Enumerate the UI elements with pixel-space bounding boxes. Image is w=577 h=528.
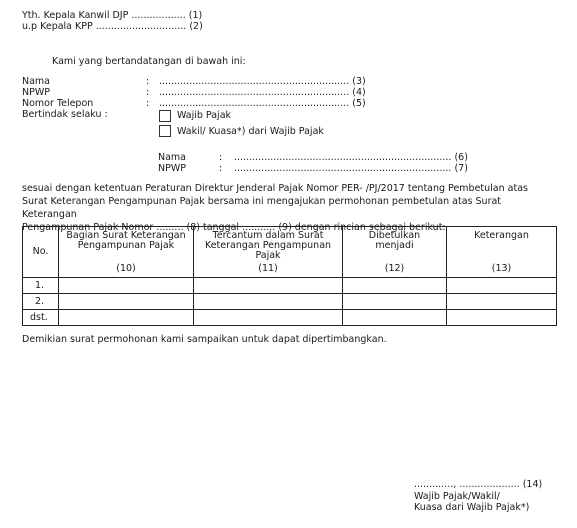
subfield-colon: : — [219, 152, 223, 163]
table-cell[interactable] — [447, 278, 557, 294]
field-label-npwp: NPWP — [22, 87, 50, 98]
subfield-value-npwp[interactable]: ........................................................................ (7) — [234, 163, 468, 174]
row-number: dst. — [23, 310, 59, 326]
subfield-value-nama[interactable]: ........................................................................ (6) — [234, 152, 468, 163]
table-cell[interactable] — [343, 294, 447, 310]
table-row — [23, 310, 557, 326]
row-number: 2. — [23, 294, 59, 310]
option-wakil-kuasa-label: Wakil/ Kuasa*) dari Wajib Pajak — [177, 126, 324, 137]
subfield-label-nama: Nama — [158, 152, 187, 163]
acting-as-label: Bertindak selaku : — [22, 109, 108, 120]
option-wajib-pajak-label: Wajib Pajak — [177, 110, 232, 121]
table-cell[interactable] — [59, 278, 194, 294]
table-cell[interactable] — [194, 310, 343, 326]
subfield-label-npwp: NPWP — [158, 163, 186, 174]
field-colon: : — [146, 87, 150, 98]
field-value-phone[interactable]: ............................................................... (5) — [159, 98, 366, 109]
col-header-dibetulkan: Dibetulkan menjadi (12) — [343, 227, 447, 278]
table-cell[interactable] — [343, 278, 447, 294]
col-header-tercantum: Tercantum dalam Surat Keterangan Pengampunan Pajak (11) — [194, 227, 343, 278]
intro-text: Kami yang bertandatangan di bawah ini: — [52, 56, 246, 67]
table-cell[interactable] — [194, 278, 343, 294]
col-code: (12) — [384, 263, 405, 274]
closing-text: Demikian surat permohonan kami sampaikan untuk dapat dipertimbangkan. — [22, 334, 387, 345]
col-code: (10) — [116, 263, 136, 274]
table-cell[interactable] — [447, 310, 557, 326]
field-label-nama: Nama — [22, 76, 51, 87]
paragraph-line: sesuai dengan ketentuan Peraturan Direktur Jenderal Pajak Nomor PER- /PJ/2017 tentang Pembetulan atas — [22, 183, 528, 194]
table-cell[interactable] — [59, 310, 194, 326]
field-value-nama[interactable]: ............................................................... (3) — [159, 76, 366, 87]
attention-line: u.p Kepala KPP .............................. (2) — [22, 21, 203, 32]
table-cell[interactable] — [194, 294, 343, 310]
subfield-colon: : — [219, 163, 223, 174]
paragraph-line: Pengampunan Pajak Nomor ......... (8) tanggal ........... (9) dengan rincian sebagai berikut: — [22, 222, 446, 233]
table-cell[interactable] — [343, 310, 447, 326]
table-cell[interactable] — [59, 294, 194, 310]
signature-place-date[interactable]: ............., .................... (14) — [414, 479, 543, 490]
table-row — [23, 294, 557, 310]
correction-table — [22, 226, 557, 326]
field-value-npwp[interactable]: ............................................................... (4) — [159, 87, 366, 98]
signature-role-line2: Kuasa dari Wajib Pajak*) — [414, 502, 530, 513]
field-colon: : — [146, 76, 150, 87]
col-code: (13) — [491, 263, 512, 274]
checkbox-wajib-pajak[interactable] — [159, 110, 171, 122]
paragraph-line: Surat Keterangan Pengampunan Pajak bersama ini mengajukan permohonan pembetulan atas Surat Keterangan — [22, 196, 502, 220]
table-header-row — [23, 227, 557, 278]
col-header-bagian: Bagian Surat Keterangan Pengampunan Pajak (10) — [59, 227, 194, 278]
table-cell[interactable] — [447, 294, 557, 310]
row-number: 1. — [23, 278, 59, 294]
col-header-keterangan: Keterangan (13) — [447, 227, 557, 278]
checkbox-wakil-kuasa[interactable] — [159, 125, 171, 137]
table-row — [23, 278, 557, 294]
signature-role-line1: Wajib Pajak/Wakil/ — [414, 491, 500, 502]
field-label-phone: Nomor Telepon — [22, 98, 94, 109]
col-code: (11) — [258, 263, 278, 274]
field-colon: : — [146, 98, 150, 109]
col-header-no: No. — [23, 227, 59, 278]
recipient-line: Yth. Kepala Kanwil DJP .................. (1) — [22, 10, 203, 21]
